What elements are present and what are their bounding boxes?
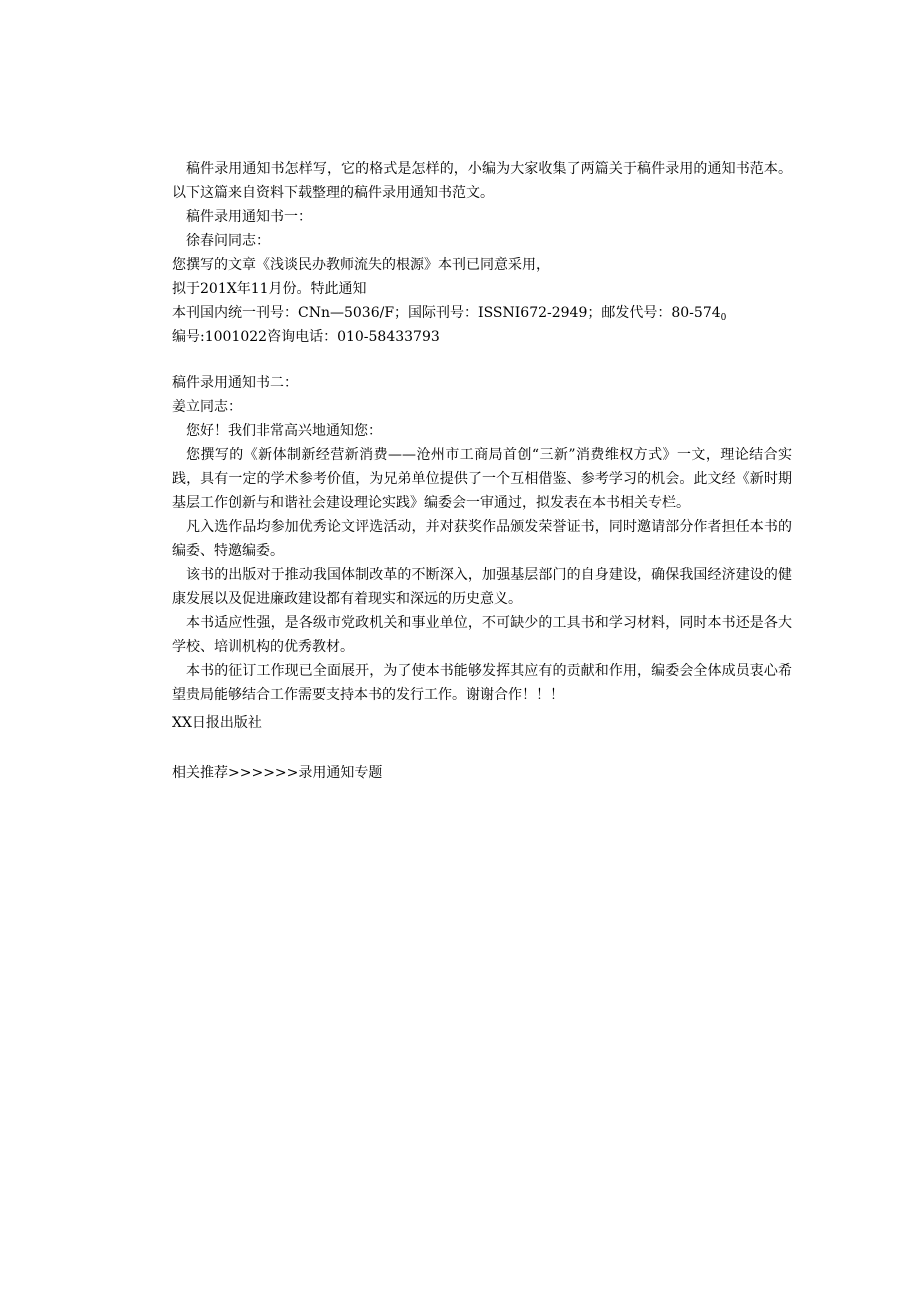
notice1-salutation: 徐春问同志： xyxy=(186,233,270,249)
document-body xyxy=(172,157,792,785)
intro-paragraph: 稿件录用通知书怎样写，它的格式是怎样的，小编为大家收集了两篇关于稿件录用的通知书范本。以下这篇来自资料下载整理的稿件录用通知书范文。 xyxy=(172,161,792,201)
notice2-greeting: 您好！我们非常高兴地通知您： xyxy=(186,423,382,439)
notice1-contact-line: 编号:1001022咨询电话：010-58433793 xyxy=(172,329,440,345)
notice2-signature: XX日报出版社 xyxy=(172,715,262,731)
notice2-paragraph-2: 凡入选作品均参加优秀论文评选活动，并对获奖作品颁发荣誉证书，同时邀请部分作者担任本书的编委、特邀编委。 xyxy=(172,519,792,559)
section-spacer xyxy=(172,735,792,761)
notice2-paragraph-4: 本书适应性强，是各级市党政机关和事业单位，不可缺少的工具书和学习材料，同时本书还是各大学校、培训机构的优秀教材。 xyxy=(172,615,792,655)
related-recommendation-link[interactable]: 相关推荐>>>>>>录用通知专题 xyxy=(172,765,383,781)
notice1-issn-subscript: 0 xyxy=(720,313,727,323)
notice1-line2: 拟于201X年11月份。特此通知 xyxy=(172,281,367,297)
notice2-paragraph-5: 本书的征订工作现已全面展开，为了使本书能够发挥其应有的贡献和作用，编委会全体成员衷心希望贵局能够结合工作需要支持本书的发行工作。谢谢合作！！！ xyxy=(172,663,792,703)
notice2-paragraph-1: 您撰写的《新体制新经营新消费——沧州市工商局首创“三新”消费维权方式》一文，理论结合实践，具有一定的学术参考价值，为兄弟单位提供了一个互相借鉴、参考学习的机会。此文经《新时期基层工作创新与和谐社会建设理论实践》编委会一审通过，拟发表在本书相关专栏。 xyxy=(172,447,792,511)
notice1-heading: 稿件录用通知书一： xyxy=(186,209,312,225)
notice2-heading: 稿件录用通知书二： xyxy=(172,375,298,391)
notice1-issn-line xyxy=(172,301,792,325)
notice1-line1: 您撰写的文章《浅谈民办教师流失的根源》本刊已同意采用， xyxy=(172,257,550,273)
section-spacer xyxy=(172,349,792,371)
notice2-paragraph-3: 该书的出版对于推动我国体制改革的不断深入，加强基层部门的自身建设，确保我国经济建设的健康发展以及促进廉政建设都有着现实和深远的历史意义。 xyxy=(172,567,792,607)
notice2-salutation: 姜立同志： xyxy=(172,399,242,415)
notice1-issn-text: 本刊国内统一刊号：CNn—5036/F；国际刊号：ISSNI672-2949；邮发代号：80-574 xyxy=(172,305,721,321)
